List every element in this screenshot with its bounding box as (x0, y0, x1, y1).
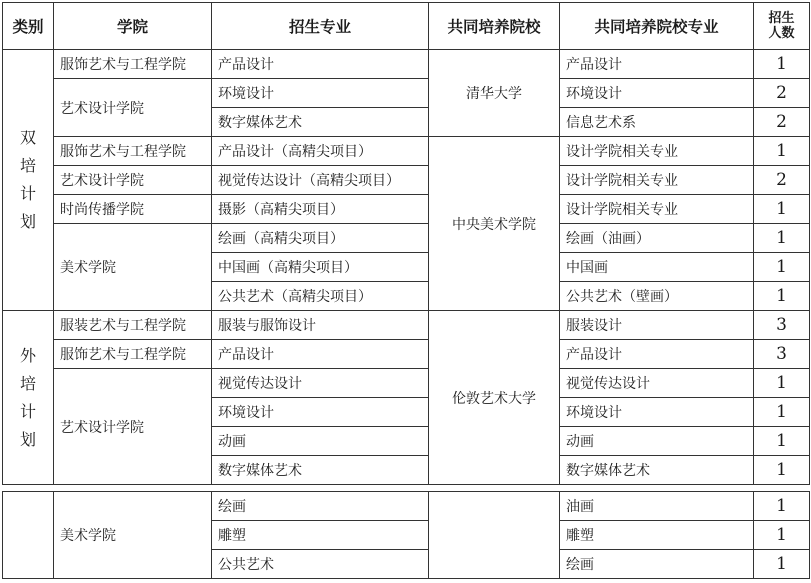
major-cell: 服装与服饰设计 (212, 311, 429, 340)
college-cell: 服饰艺术与工程学院 (54, 50, 212, 79)
partner-major-cell: 信息艺术系 (560, 108, 754, 137)
count-cell: 2 (754, 79, 810, 108)
count-cell: 1 (754, 50, 810, 79)
major-cell: 产品设计 (212, 50, 429, 79)
count-cell: 3 (754, 311, 810, 340)
major-cell: 产品设计（高精尖项目） (212, 137, 429, 166)
count-cell: 2 (754, 166, 810, 195)
college-cell: 服装艺术与工程学院 (54, 311, 212, 340)
count-cell: 2 (754, 108, 810, 137)
count-cell: 1 (754, 521, 810, 550)
partner-major-cell: 服装设计 (560, 311, 754, 340)
header-partner-school: 共同培养院校 (429, 3, 560, 50)
table-row (3, 340, 810, 369)
partner-major-cell: 中国画 (560, 253, 754, 282)
table-row (3, 224, 810, 253)
college-cell: 服饰艺术与工程学院 (54, 340, 212, 369)
major-cell: 数字媒体艺术 (212, 108, 429, 137)
partner-major-cell: 产品设计 (560, 50, 754, 79)
header-college: 学院 (54, 3, 212, 50)
partner-major-cell: 设计学院相关专业 (560, 195, 754, 224)
partner-school-cell: 中央美术学院 (429, 137, 560, 311)
header-major: 招生专业 (212, 3, 429, 50)
partner-major-cell: 设计学院相关专业 (560, 137, 754, 166)
major-cell: 绘画 (212, 492, 429, 521)
college-cell: 艺术设计学院 (54, 369, 212, 485)
partner-major-cell: 绘画 (560, 550, 754, 579)
enrollment-table-continued (2, 491, 810, 579)
count-cell: 1 (754, 253, 810, 282)
partner-school-cell (429, 492, 560, 579)
header-category: 类别 (3, 3, 54, 50)
major-cell: 公共艺术（高精尖项目） (212, 282, 429, 311)
major-cell: 视觉传达设计 (212, 369, 429, 398)
category-double: 双培计划 (3, 50, 54, 311)
partner-major-cell: 油画 (560, 492, 754, 521)
table-row (3, 166, 810, 195)
category-outer: 外培计划 (3, 311, 54, 485)
college-cell: 美术学院 (54, 492, 212, 579)
major-cell: 环境设计 (212, 79, 429, 108)
count-cell: 1 (754, 398, 810, 427)
category-continued (3, 492, 54, 579)
header-partner-major: 共同培养院校专业 (560, 3, 754, 50)
college-cell: 服饰艺术与工程学院 (54, 137, 212, 166)
college-cell: 艺术设计学院 (54, 166, 212, 195)
count-cell: 1 (754, 282, 810, 311)
partner-major-cell: 环境设计 (560, 398, 754, 427)
college-cell: 美术学院 (54, 224, 212, 311)
count-cell: 3 (754, 340, 810, 369)
count-cell: 1 (754, 456, 810, 485)
major-cell: 中国画（高精尖项目） (212, 253, 429, 282)
table-row (3, 137, 810, 166)
count-cell: 1 (754, 427, 810, 456)
count-cell: 1 (754, 550, 810, 579)
header-count: 招生人数 (754, 3, 810, 50)
count-cell: 1 (754, 195, 810, 224)
major-cell: 视觉传达设计（高精尖项目） (212, 166, 429, 195)
table-row (3, 50, 810, 79)
partner-school-cell: 伦敦艺术大学 (429, 311, 560, 485)
partner-major-cell: 环境设计 (560, 79, 754, 108)
major-cell: 摄影（高精尖项目） (212, 195, 429, 224)
count-cell: 1 (754, 137, 810, 166)
table-row (3, 311, 810, 340)
header-row (3, 3, 810, 50)
partner-major-cell: 视觉传达设计 (560, 369, 754, 398)
partner-major-cell: 公共艺术（壁画） (560, 282, 754, 311)
partner-major-cell: 动画 (560, 427, 754, 456)
table-row (3, 195, 810, 224)
count-cell: 1 (754, 492, 810, 521)
major-cell: 环境设计 (212, 398, 429, 427)
partner-major-cell: 雕塑 (560, 521, 754, 550)
count-cell: 1 (754, 369, 810, 398)
table-row (3, 492, 810, 521)
college-cell: 艺术设计学院 (54, 79, 212, 137)
enrollment-table (2, 2, 810, 485)
partner-major-cell: 设计学院相关专业 (560, 166, 754, 195)
major-cell: 产品设计 (212, 340, 429, 369)
table-row (3, 79, 810, 108)
table-row (3, 369, 810, 398)
partner-major-cell: 绘画（油画） (560, 224, 754, 253)
major-cell: 公共艺术 (212, 550, 429, 579)
major-cell: 雕塑 (212, 521, 429, 550)
partner-school-cell: 清华大学 (429, 50, 560, 137)
count-cell: 1 (754, 224, 810, 253)
major-cell: 动画 (212, 427, 429, 456)
major-cell: 绘画（高精尖项目） (212, 224, 429, 253)
partner-major-cell: 产品设计 (560, 340, 754, 369)
college-cell: 时尚传播学院 (54, 195, 212, 224)
partner-major-cell: 数字媒体艺术 (560, 456, 754, 485)
major-cell: 数字媒体艺术 (212, 456, 429, 485)
